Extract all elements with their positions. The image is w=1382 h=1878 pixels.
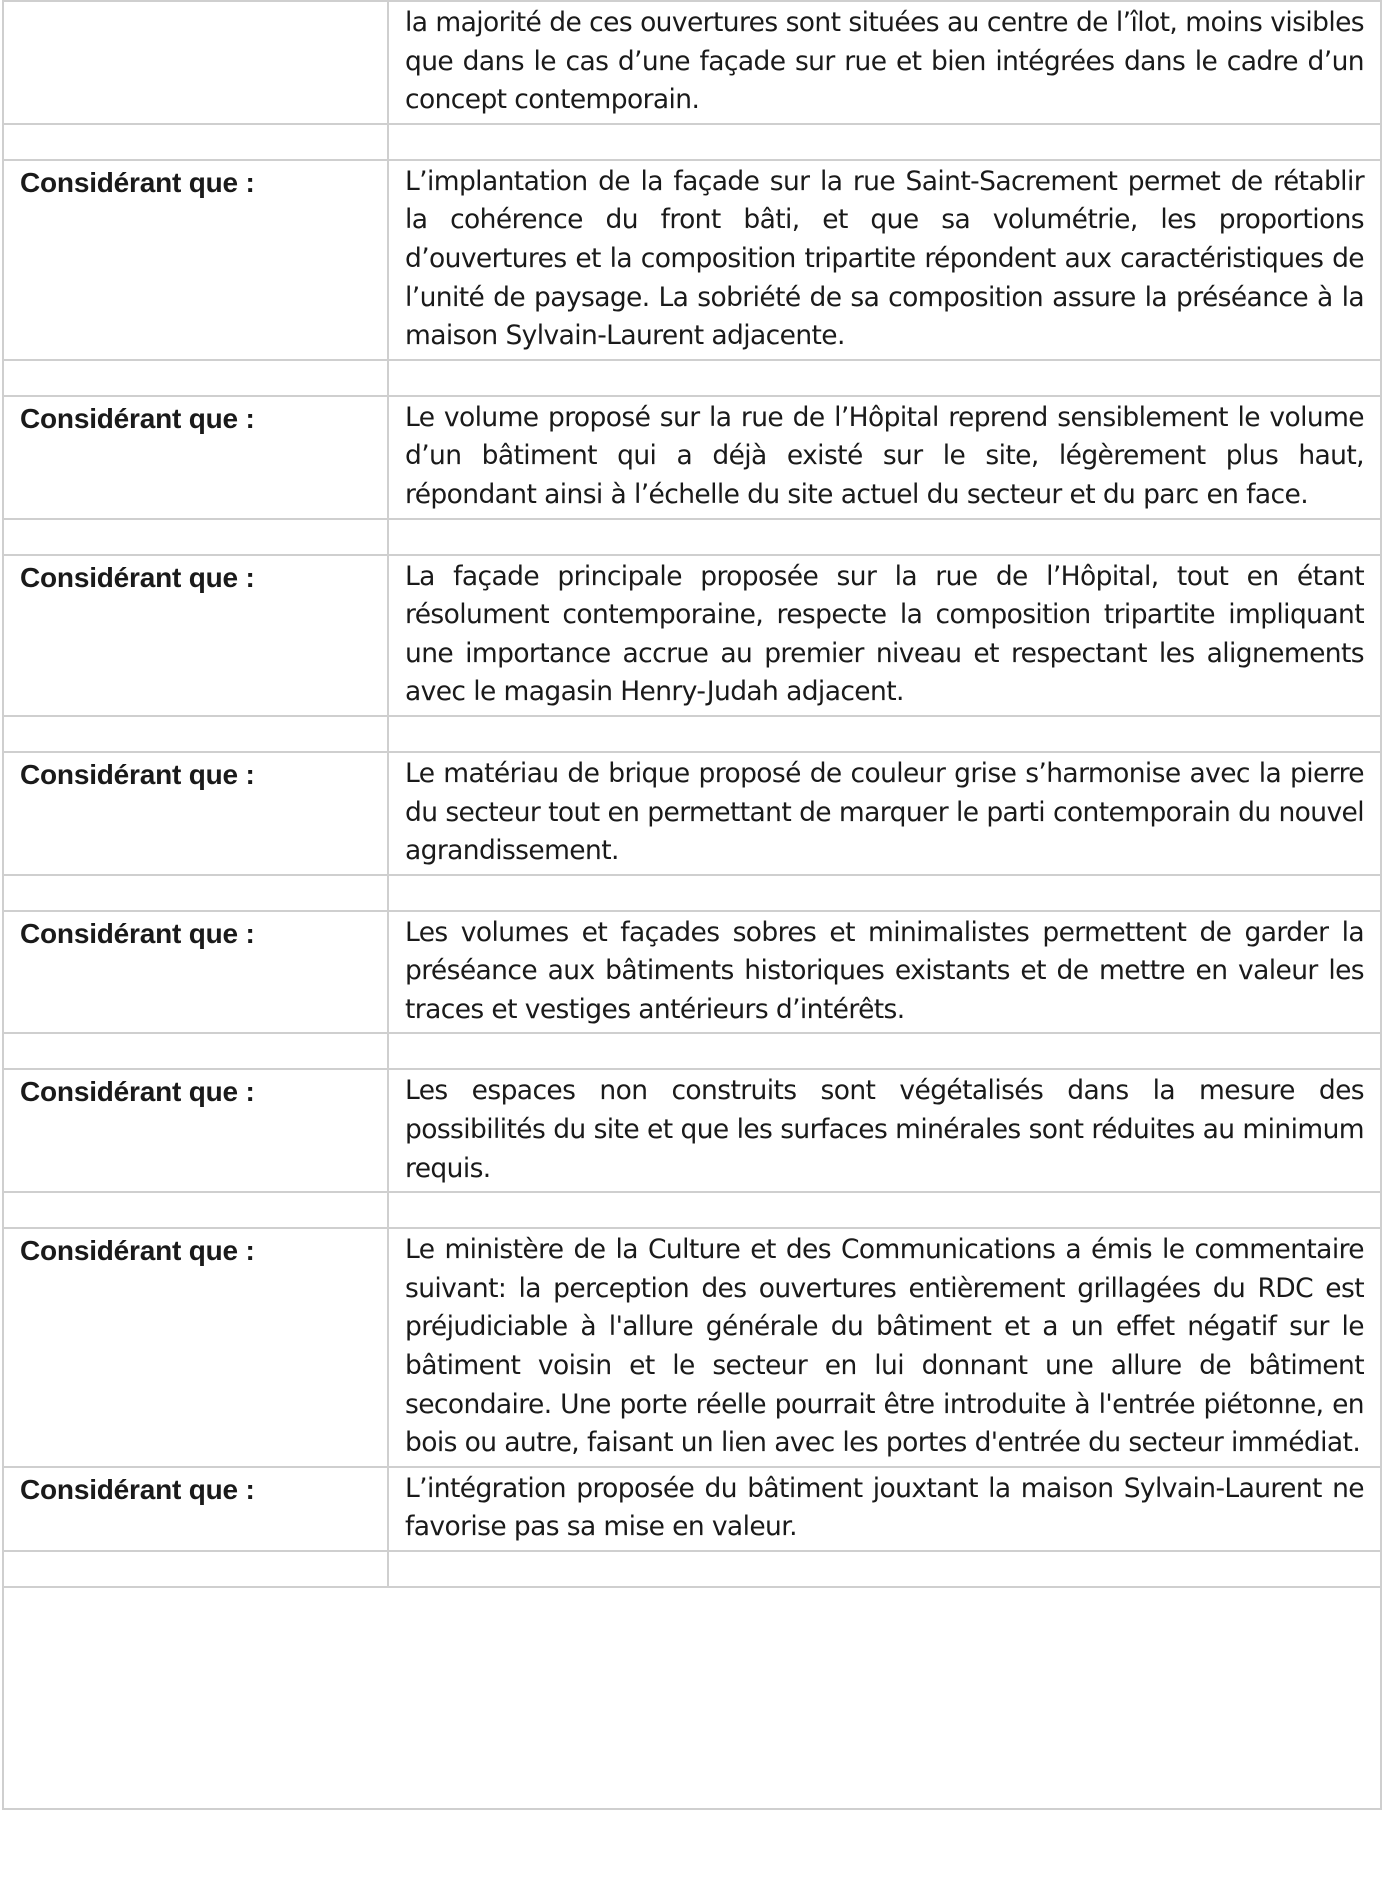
spacer-row [3, 875, 1381, 911]
row-label: Considérant que : [3, 396, 388, 519]
table-row [3, 1228, 1381, 1467]
spacer-row [3, 1033, 1381, 1069]
table-row [3, 1, 1381, 124]
row-text: Les volumes et façades sobres et minimalistes permettent de garder la préséance aux bâtiments historiques existants et de mettre en valeur les traces et vestiges antérieurs d’intérêts. [388, 911, 1381, 1034]
table-row [3, 160, 1381, 360]
row-label: Considérant que : [3, 160, 388, 360]
table-row [3, 1467, 1381, 1551]
row-label: Considérant que : [3, 911, 388, 1034]
table-row [3, 396, 1381, 519]
table-row [3, 752, 1381, 875]
spacer-row [3, 1192, 1381, 1228]
row-label: Considérant que : [3, 1069, 388, 1192]
row-text: Le ministère de la Culture et des Communications a émis le commentaire suivant: la perception des ouvertures entièrement grillagées du RDC est préjudiciable à l'allure générale du bâtiment et a un effet négatif sur le bâtiment voisin et le secteur en lui donnant une allure de bâtiment secondaire. Une porte réelle pourrait être introduite à l'entrée piétonne, en bois ou autre, faisant un lien avec les portes d'entrée du secteur immédiat. [388, 1228, 1381, 1467]
row-text: La façade principale proposée sur la rue de l’Hôpital, tout en étant résolument contemporaine, respecte la composition tripartite impliquant une importance accrue au premier niveau et respectant les alignements avec le magasin Henry-Judah adjacent. [388, 555, 1381, 716]
spacer-row [3, 124, 1381, 160]
row-text: L’intégration proposée du bâtiment jouxtant la maison Sylvain-Laurent ne favorise pas sa mise en valeur. [388, 1467, 1381, 1551]
row-label: Considérant que : [3, 1228, 388, 1467]
row-label: Considérant que : [3, 752, 388, 875]
considerations-table [2, 0, 1382, 1810]
table-row [3, 555, 1381, 716]
row-text: Le volume proposé sur la rue de l’Hôpital reprend sensiblement le volume d’un bâtiment qui a déjà existé sur le site, légèrement plus haut, répondant ainsi à l’échelle du site actuel du secteur et du parc en face. [388, 396, 1381, 519]
row-text: la majorité de ces ouvertures sont situées au centre de l’îlot, moins visibles que dans le cas d’une façade sur rue et bien intégrées dans le cadre d’un concept contemporain. [388, 1, 1381, 124]
row-label: Considérant que : [3, 1467, 388, 1551]
spacer-row [3, 360, 1381, 396]
row-label [3, 1, 388, 124]
spacer-row [3, 716, 1381, 752]
spacer-row [3, 1551, 1381, 1587]
row-text: Le matériau de brique proposé de couleur grise s’harmonise avec la pierre du secteur tout en permettant de marquer le parti contemporain du nouvel agrandissement. [388, 752, 1381, 875]
table-row [3, 1069, 1381, 1192]
table-row [3, 911, 1381, 1034]
spacer-row [3, 519, 1381, 555]
empty-footer-row [3, 1587, 1381, 1809]
row-label: Considérant que : [3, 555, 388, 716]
row-text: L’implantation de la façade sur la rue Saint-Sacrement permet de rétablir la cohérence du front bâti, et que sa volumétrie, les proportions d’ouvertures et la composition tripartite répondent aux caractéristiques de l’unité de paysage. La sobriété de sa composition assure la préséance à la maison Sylvain-Laurent adjacente. [388, 160, 1381, 360]
row-text: Les espaces non construits sont végétalisés dans la mesure des possibilités du site et que les surfaces minérales sont réduites au minimum requis. [388, 1069, 1381, 1192]
